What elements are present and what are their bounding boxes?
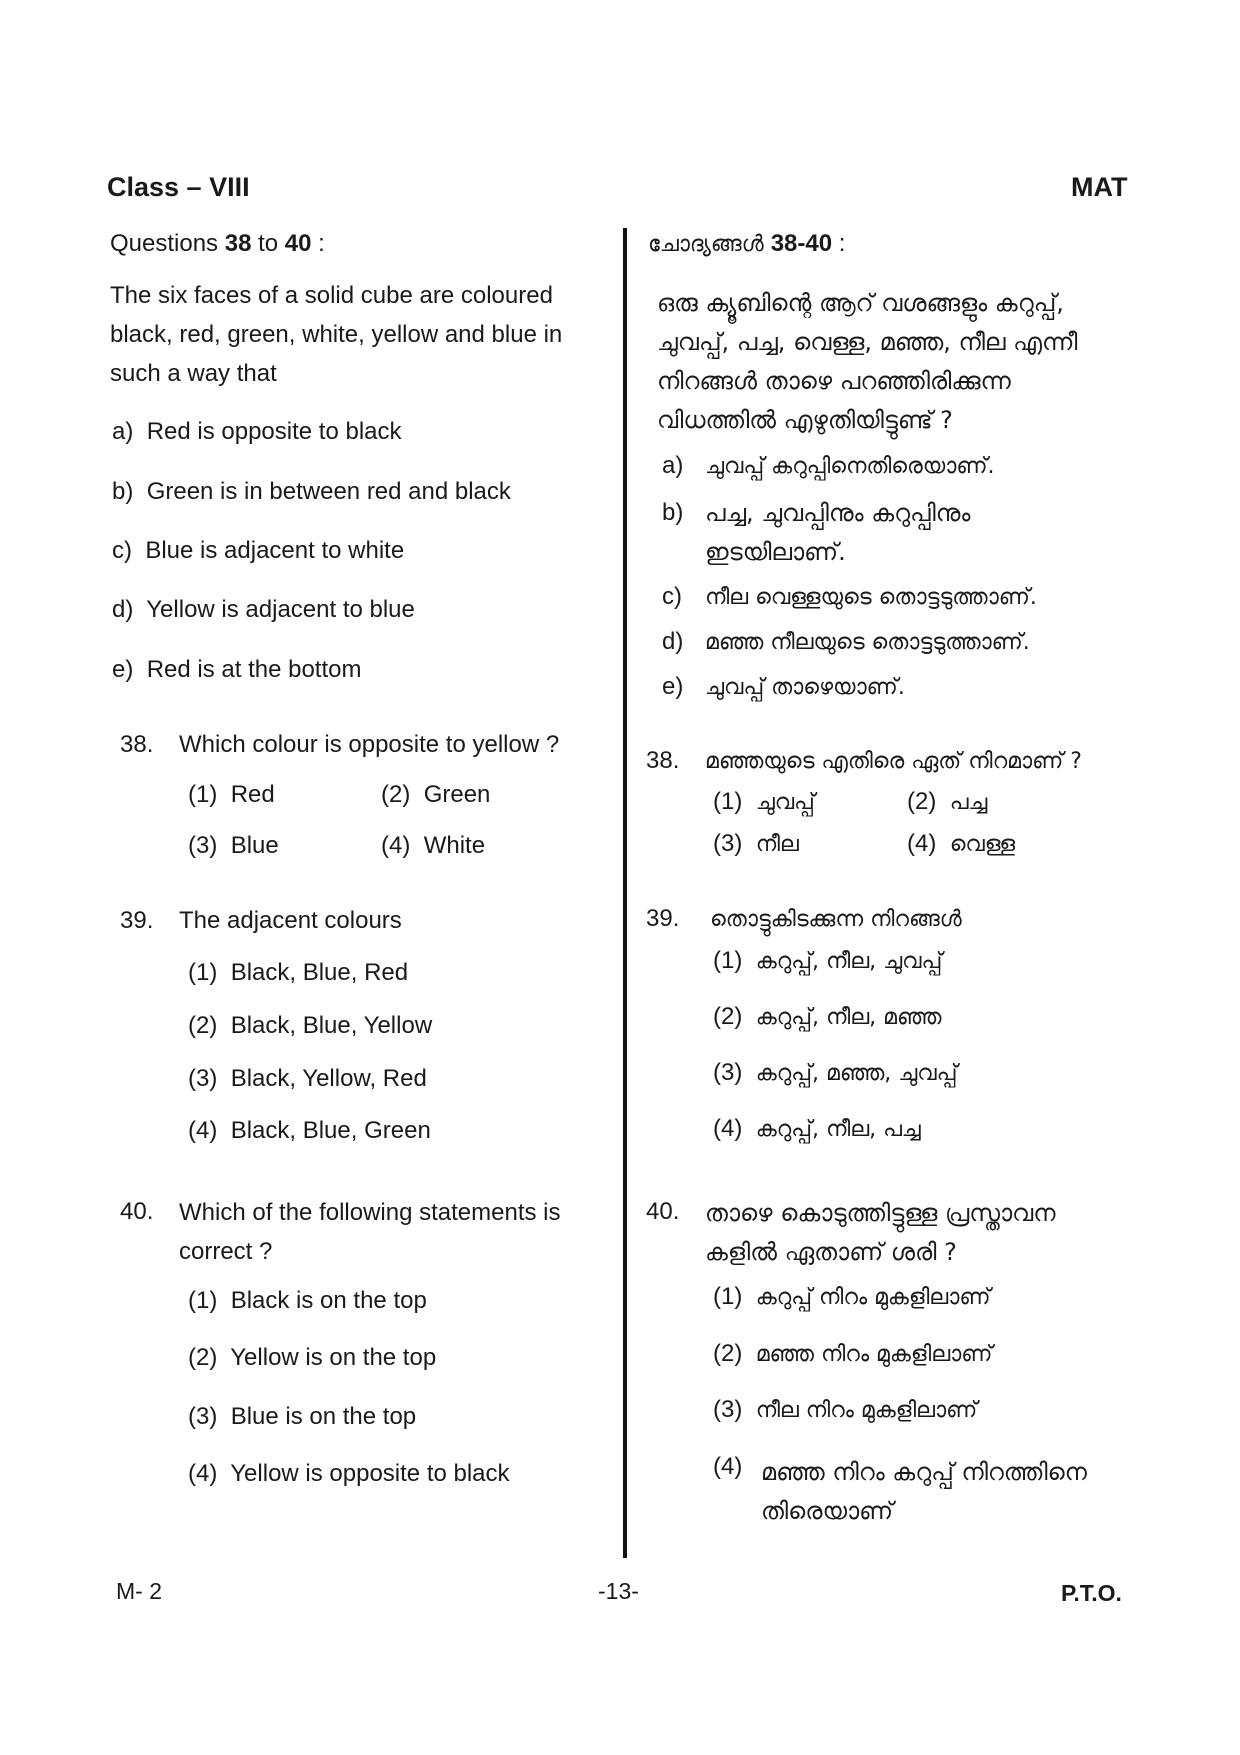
q40-option-4: (4) Yellow is opposite to black — [188, 1460, 510, 1487]
ml-q38-option-2: (2) പച്ച — [907, 788, 988, 815]
ml-intro-paragraph: ഒരു ക്യൂബിന്റെ ആറ് വശങ്ങളും കറുപ്പ്, ചുവപ്പ്, പച്ച, വെള്ള, മഞ്ഞ, നീല എന്നീ നിറങ്ങൾ താഴെ പറഞ്ഞിരിക്കുന്ന വിധത്തിൽ എഴുതിയിട്ടുണ്ട് ? — [657, 289, 1078, 434]
ml-questions-range-heading: ചോദ്യങ്ങൾ 38-40 : — [648, 230, 846, 257]
q39-option-2: (2) Black, Blue, Yellow — [188, 1012, 433, 1039]
ml-condition-c-label: c) — [662, 583, 682, 610]
condition-e: e) Red is at the bottom — [112, 656, 362, 683]
ml-q39-option-1: (1) കറുപ്പ്, നീല, ചുവപ്പ് — [713, 947, 943, 974]
ml-q39-option-2: (2) കറുപ്പ്, നീല, മഞ്ഞ — [713, 1003, 942, 1030]
q40-option-2: (2) Yellow is on the top — [188, 1344, 437, 1371]
ml-condition-a-label: a) — [662, 452, 684, 479]
question-40-text: Which of the following statements is correct ? — [179, 1199, 561, 1265]
ml-q40-option-3: (3) നീല നിറം മുകളിലാണ് — [713, 1396, 978, 1423]
ml-condition-d-label: d) — [662, 628, 684, 655]
ml-condition-c: നീല വെള്ളയുടെ തൊട്ടടുത്താണ്. — [705, 585, 1037, 610]
condition-b: b) Green is in between red and black — [112, 478, 511, 505]
q40-option-1: (1) Black is on the top — [188, 1287, 427, 1314]
page-number: -13- — [598, 1578, 639, 1604]
q38-option-1: (1) Red — [188, 781, 275, 808]
questions-range-heading: Questions 38 to 40 : — [110, 230, 325, 257]
question-39-text: The adjacent colours — [179, 907, 402, 934]
condition-c: c) Blue is adjacent to white — [112, 537, 405, 564]
ml-question-40-text: താഴെ കൊടുത്തിട്ടുള്ള പ്രസ്താവന കളിൽ ഏതാണ് ശരി ? — [705, 1199, 1056, 1266]
ml-condition-d: മഞ്ഞ നീലയുടെ തൊട്ടടുത്താണ്. — [705, 630, 1030, 655]
ml-question-38-number: 38. — [646, 747, 680, 774]
question-38-number: 38. — [120, 731, 154, 758]
ml-condition-b: പച്ച, ചുവപ്പിനും കറുപ്പിനും ഇടയിലാണ്. — [705, 499, 971, 566]
q39-option-1: (1) Black, Blue, Red — [188, 959, 409, 986]
q38-option-3: (3) Blue — [188, 832, 279, 859]
ml-condition-e: ചുവപ്പ് താഴെയാണ്. — [705, 675, 905, 700]
column-divider — [623, 228, 627, 1558]
ml-q38-option-3: (3) നീല — [713, 830, 799, 857]
ml-q40-option-4: മഞ്ഞ നിറം കറുപ്പ് നിറത്തിനെ തിരെയാണ് — [761, 1458, 1087, 1525]
ml-q38-option-4: (4) വെള്ള — [907, 830, 1016, 857]
q39-option-4: (4) Black, Blue, Green — [188, 1117, 431, 1144]
ml-q38-option-1: (1) ചുവപ്പ് — [713, 788, 815, 815]
ml-condition-b-label: b) — [662, 499, 684, 526]
ml-condition-e-label: e) — [662, 673, 684, 700]
question-39-number: 39. — [120, 907, 154, 934]
q39-option-3: (3) Black, Yellow, Red — [188, 1065, 427, 1092]
question-40-number: 40. — [120, 1198, 154, 1225]
ml-q39-option-4: (4) കറുപ്പ്, നീല, പച്ച — [713, 1115, 921, 1142]
ml-q40-option-4-number: (4) — [713, 1453, 743, 1480]
class-header: Class – VIII — [107, 172, 250, 202]
question-38-text: Which colour is opposite to yellow ? — [179, 731, 560, 758]
ml-question-39-number: 39. — [646, 905, 680, 932]
intro-paragraph: The six faces of a solid cube are coloured black, red, green, white, yellow and blue in such a way that — [110, 282, 563, 387]
ml-question-39-text: തൊട്ടുകിടക്കുന്ന നിറങ്ങൾ — [710, 907, 962, 932]
q40-option-3: (3) Blue is on the top — [188, 1403, 417, 1430]
ml-q40-option-2: (2) മഞ്ഞ നിറം മുകളിലാണ് — [713, 1340, 993, 1367]
condition-d: d) Yellow is adjacent to blue — [112, 596, 415, 623]
ml-question-38-text: മഞ്ഞയുടെ എതിരെ ഏത് നിറമാണ് ? — [705, 749, 1082, 774]
ml-condition-a: ചുവപ്പ് കറുപ്പിനെതിരെയാണ്. — [705, 454, 995, 479]
ml-q39-option-3: (3) കറുപ്പ്, മഞ്ഞ, ചുവപ്പ് — [713, 1059, 958, 1086]
condition-a: a) Red is opposite to black — [112, 418, 402, 445]
q38-option-4: (4) White — [381, 832, 486, 859]
ml-q40-option-1: (1) കറുപ്പ് നിറം മുകളിലാണ് — [713, 1283, 991, 1310]
pto-label: P.T.O. — [1061, 1580, 1122, 1606]
footer-code: M- 2 — [116, 1578, 162, 1604]
q38-option-2: (2) Green — [381, 781, 491, 808]
ml-question-40-number: 40. — [646, 1198, 680, 1225]
subject-header: MAT — [1071, 172, 1128, 202]
